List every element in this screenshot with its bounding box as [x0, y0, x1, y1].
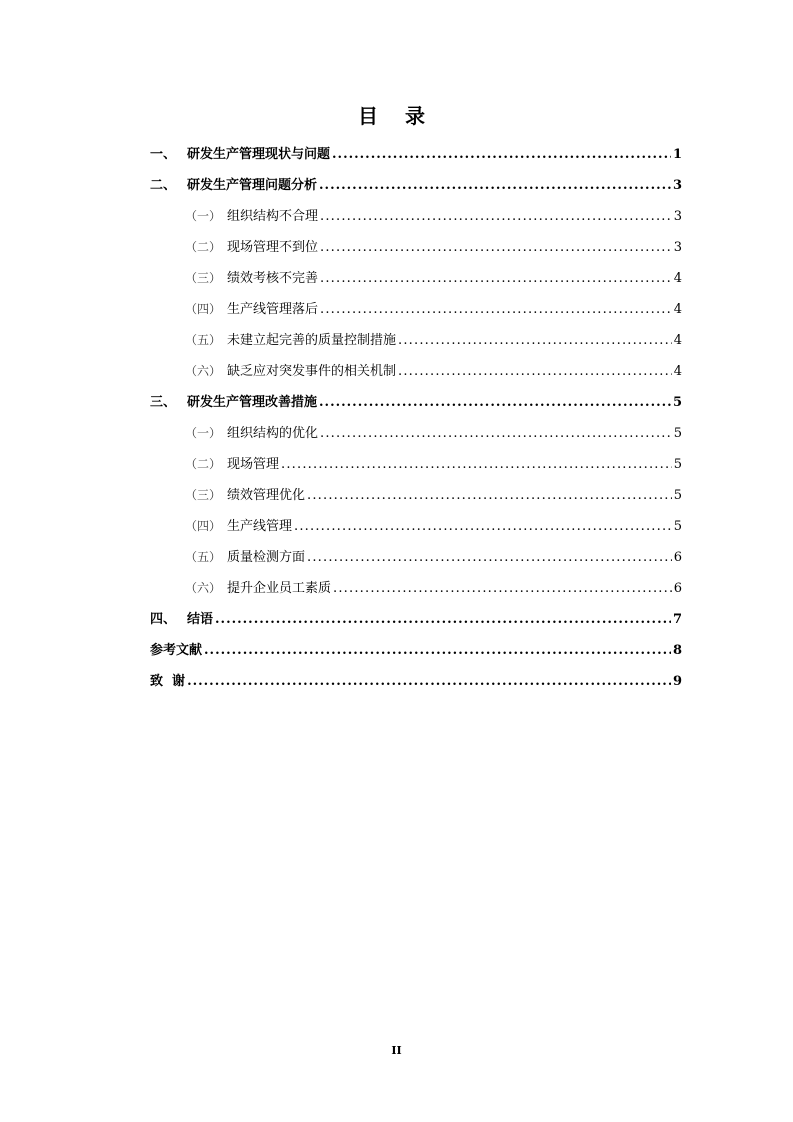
toc-entry-number: （四） [185, 302, 222, 316]
toc-entry-title: 现场管理 [227, 457, 280, 472]
toc-entry[interactable] [150, 635, 682, 666]
toc-entry-page: 5 [673, 457, 682, 472]
toc-entry-number: （六） [185, 364, 222, 378]
toc-entry-page: 8 [672, 643, 682, 658]
toc-entry-page: 5 [673, 426, 682, 441]
toc-entry[interactable] [150, 573, 682, 604]
toc-dot-leader [398, 356, 672, 387]
toc-entry-title: 研发生产管理问题分析 [187, 178, 318, 193]
toc-entry[interactable] [150, 356, 682, 387]
toc-entry-number: （一） [185, 426, 222, 440]
toc-title: 目 录 [358, 104, 435, 128]
toc-entry-title: 缺乏应对突发事件的相关机制 [227, 364, 397, 379]
toc-entry-number: （三） [185, 271, 222, 285]
toc-entry[interactable] [150, 418, 682, 449]
toc-entry-number: （二） [185, 240, 222, 254]
toc-dot-leader [332, 139, 671, 170]
toc-entry[interactable] [150, 232, 682, 263]
toc-entry-page: 5 [673, 519, 682, 534]
toc-entry[interactable] [150, 542, 682, 573]
toc-entry-page: 3 [673, 209, 682, 224]
toc-dot-leader [333, 573, 672, 604]
toc-dot-leader [319, 170, 671, 201]
toc-entry-number: （五） [185, 550, 222, 564]
toc-entry-page: 9 [672, 674, 682, 689]
toc-dot-leader [320, 232, 672, 263]
toc-entry-title: 提升企业员工素质 [227, 581, 332, 596]
toc-entry-number: （四） [185, 519, 222, 533]
toc-dot-leader [320, 263, 672, 294]
toc-entry-page: 3 [672, 178, 682, 193]
toc-entry-title: 组织结构的优化 [227, 426, 319, 441]
toc-dot-leader [307, 542, 672, 573]
toc-entry-number: 四、 [150, 612, 177, 627]
toc-dot-leader [294, 511, 672, 542]
toc-entry-title: 致 谢 [150, 674, 186, 689]
toc-dot-leader [320, 201, 672, 232]
toc-entry[interactable] [150, 666, 682, 697]
toc-entry[interactable] [150, 511, 682, 542]
toc-dot-leader [319, 387, 671, 418]
page-number: II [391, 1044, 402, 1057]
toc-entry-title: 研发生产管理现状与问题 [187, 147, 331, 162]
toc-entry-page: 1 [672, 147, 682, 162]
toc-dot-leader [307, 480, 672, 511]
toc-entry[interactable] [150, 294, 682, 325]
toc-entry[interactable] [150, 170, 682, 201]
toc-list [150, 139, 682, 697]
toc-entry-page: 6 [673, 581, 682, 596]
toc-entry-number: 一、 [150, 147, 177, 162]
toc-entry[interactable] [150, 449, 682, 480]
toc-entry-page: 5 [673, 488, 682, 503]
toc-entry-page: 5 [672, 395, 682, 410]
toc-dot-leader [187, 666, 671, 697]
toc-entry-page: 4 [673, 364, 682, 379]
toc-entry-number: 二、 [150, 178, 177, 193]
toc-entry-title: 生产线管理落后 [227, 302, 319, 317]
toc-entry-page: 3 [673, 240, 682, 255]
toc-entry-title: 绩效管理优化 [227, 488, 306, 503]
toc-entry-number: （一） [185, 209, 222, 223]
toc-dot-leader [320, 418, 672, 449]
toc-entry-number: （三） [185, 488, 222, 502]
toc-entry-title: 生产线管理 [227, 519, 293, 534]
toc-entry-title: 研发生产管理改善措施 [187, 395, 318, 410]
toc-entry[interactable] [150, 387, 682, 418]
toc-entry-title: 结语 [187, 612, 214, 627]
toc-entry-page: 4 [673, 302, 682, 317]
toc-entry[interactable] [150, 263, 682, 294]
toc-entry-number: （六） [185, 581, 222, 595]
toc-entry-title: 现场管理不到位 [227, 240, 319, 255]
toc-entry[interactable] [150, 139, 682, 170]
toc-entry-page: 6 [673, 550, 682, 565]
toc-entry-number: 三、 [150, 395, 177, 410]
toc-entry-number: （五） [185, 333, 222, 347]
toc-entry-page: 4 [673, 271, 682, 286]
toc-dot-leader [215, 604, 671, 635]
toc-entry-title: 绩效考核不完善 [227, 271, 319, 286]
toc-entry-page: 7 [672, 612, 682, 627]
toc-entry-title: 组织结构不合理 [227, 209, 319, 224]
toc-dot-leader [204, 635, 671, 666]
toc-entry[interactable] [150, 604, 682, 635]
toc-dot-leader [320, 294, 672, 325]
toc-entry-title: 质量检测方面 [227, 550, 306, 565]
toc-entry-title: 参考文献 [150, 643, 203, 658]
toc-entry[interactable] [150, 325, 682, 356]
toc-dot-leader [281, 449, 672, 480]
toc-entry[interactable] [150, 201, 682, 232]
toc-entry-number: （二） [185, 457, 222, 471]
toc-entry[interactable] [150, 480, 682, 511]
toc-entry-page: 4 [673, 333, 682, 348]
toc-dot-leader [398, 325, 672, 356]
toc-entry-title: 未建立起完善的质量控制措施 [227, 333, 397, 348]
